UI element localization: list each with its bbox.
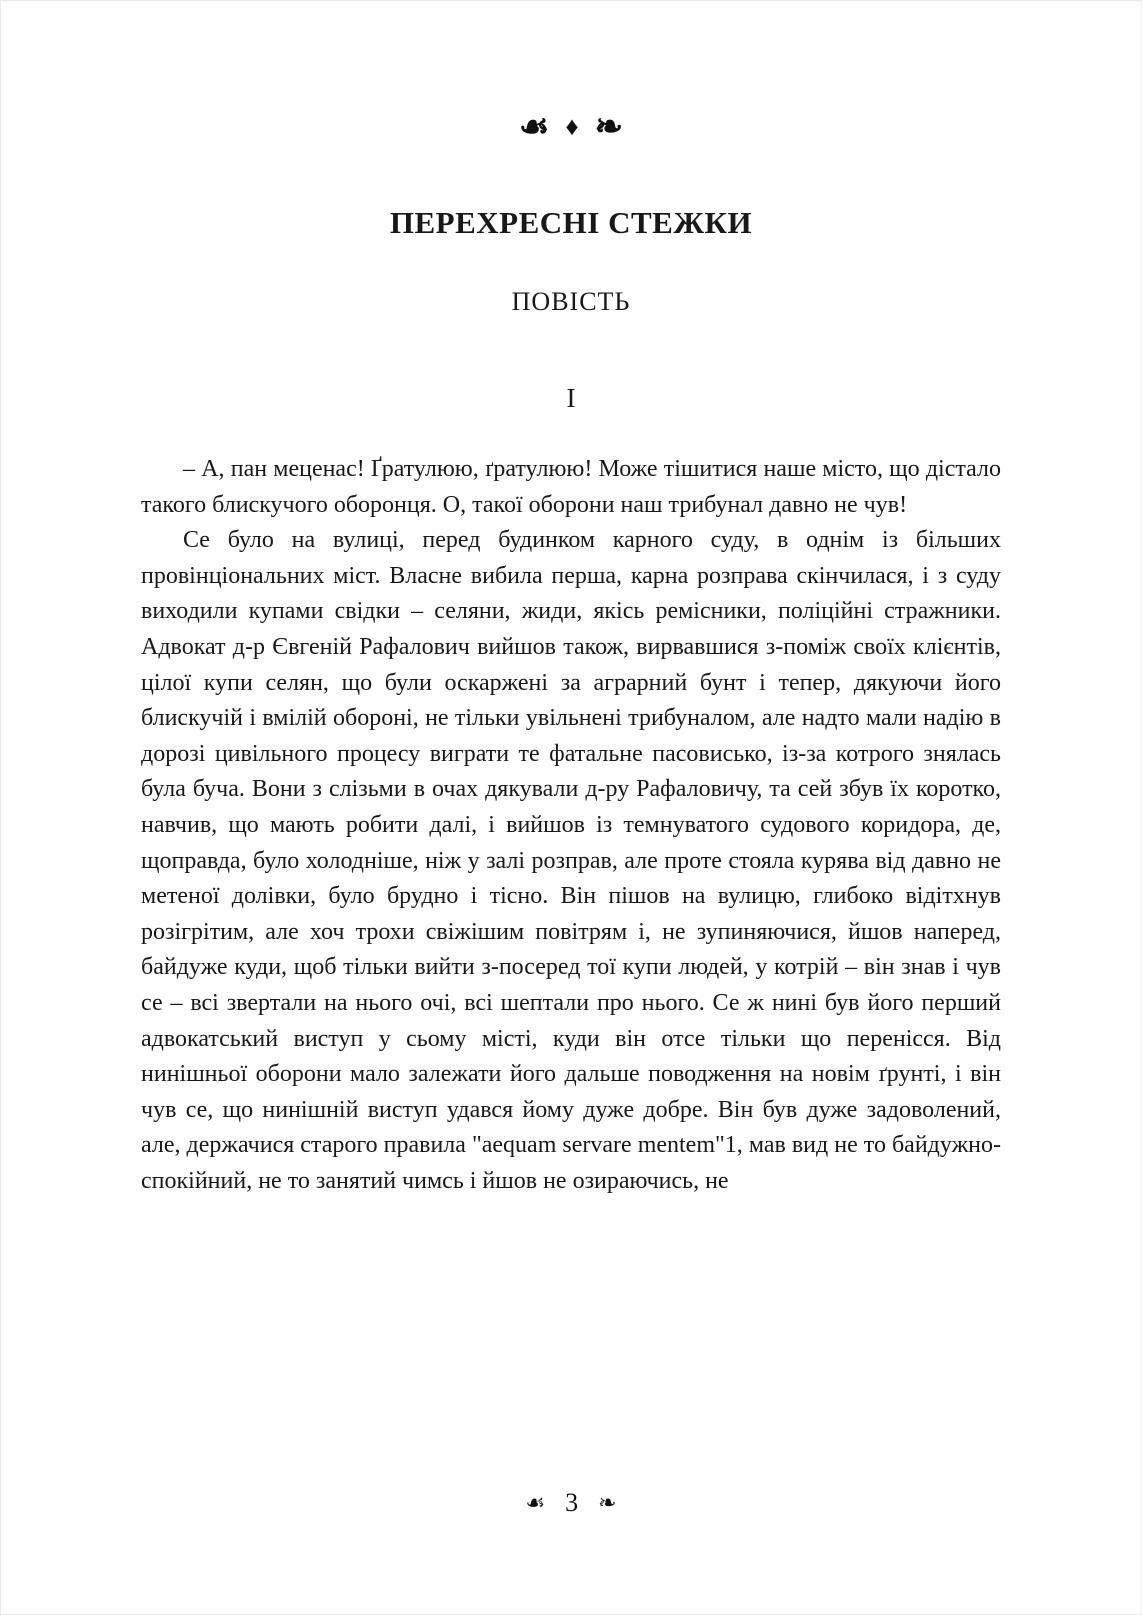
footer-fleuron-left-icon: ☙ — [525, 1490, 546, 1515]
ornament-top — [1, 1, 1141, 145]
diamond-icon: ♦ — [565, 112, 579, 141]
paragraph: – А, пан меценас! Ґратулюю, ґратулюю! Може тішитися наше місто, що дістало такого блискучого оборонця. О, такої оборони наш трибунал давно не чув! — [141, 456, 1001, 518]
chapter-number: I — [566, 383, 576, 413]
paragraph: Се було на вулиці, перед будинком карного суду, в однім із більших провінціональних міст. Власне вибила перша, карна розправа скінчилася, і з суду виходили купами свідки – селяни, жиди, якісь ремісники, поліційні стражники. Адвокат д-р Євгеній Рафалович вийшов також, вирвавшися з-поміж своїх клієнтів, цілої купи селян, що були оскаржені за аграрний бунт і тепер, дякуючи його блискучій і вмілій обороні, не тільки увільнені трибуналом, але надто мали надію в дорозі цивільного процесу виграти те фатальне пасовисько, із-за котрого знялась була буча. Вони з слізьми в очах дякували д-ру Рафаловичу, та сей збув їх коротко, навчив, що мають робити далі, і вийшов із темнуватого судового коридора, де, щоправда, було холодніше, ніж у залі розправ, але проте стояла курява від давно не метеної долівки, було брудно і тісно. Він пішов на вулицю, глибоко відітхнув розігрітим, але хоч трохи свіжішим повітрям і, не зупиняючися, йшов наперед, байдуже куди, щоб тільки вийти з-посеред тої купи людей, у котрій – він знав і чув се – всі звертали на нього очі, всі шептали про нього. Се ж нині був його перший адвокатський виступ у сьому місті, куди він отсе тільки що перенісся. Від нинішньої оборони мало залежати його дальше поводження на новім ґрунті, і він чув се, що нинішній виступ удався йому дуже добре. Він був дуже задоволений, але, держачися старого правила "aequam servare mentem"1, мав вид не то байдужно-спокійний, не то занятий чимсь і йшов не озираючись, не — [141, 527, 1001, 1194]
fleuron-left-icon: ☙ — [518, 109, 550, 146]
genre-subtitle: ПОВІСТЬ — [511, 287, 631, 316]
page-number: 3 — [565, 1488, 579, 1517]
body-text — [141, 452, 1001, 1199]
book-title: ПЕРЕХРЕСНІ СТЕЖКИ — [389, 205, 753, 240]
fleuron-right-icon: ❧ — [594, 109, 624, 146]
page-footer — [1, 1488, 1141, 1518]
footer-fleuron-right-icon: ❧ — [598, 1490, 617, 1515]
